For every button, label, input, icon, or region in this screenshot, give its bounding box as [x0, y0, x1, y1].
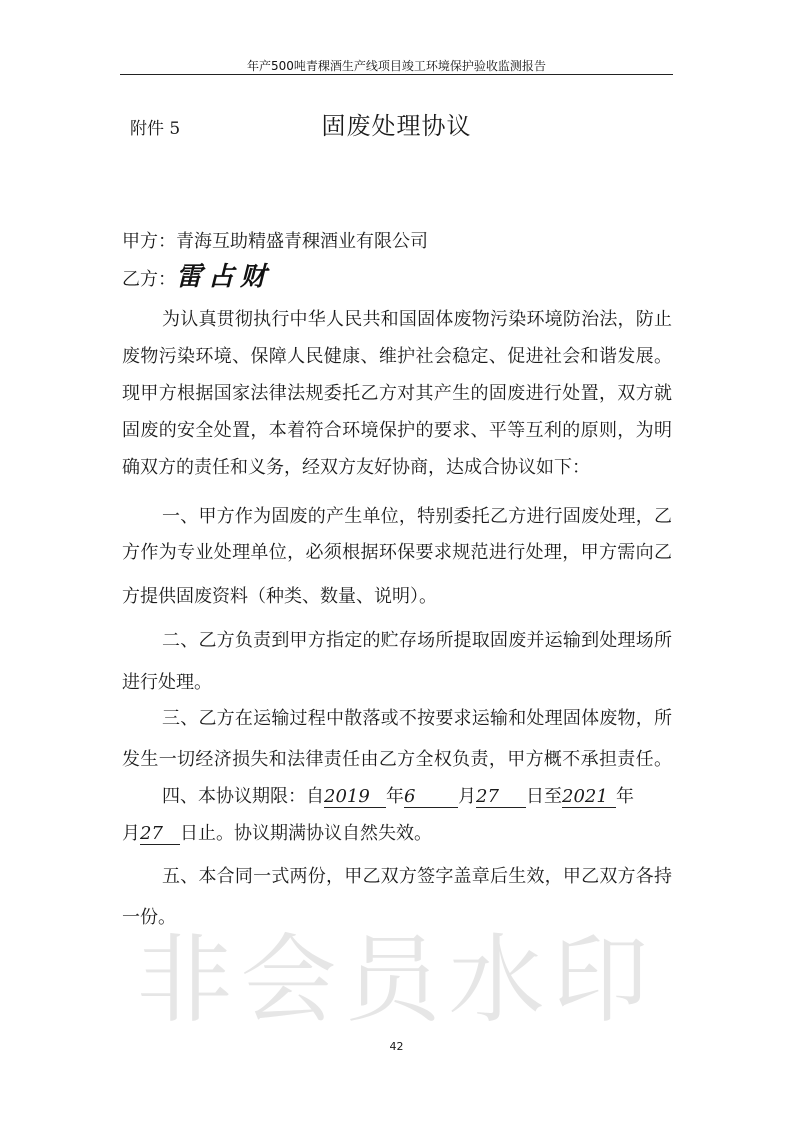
paragraph-line: 为认真贯彻执行中华人民共和国固体废物污染环境防治法，防止: [162, 309, 672, 330]
paragraph-line: 确双方的责任和义务，经双方友好协商，达成合协议如下：: [122, 457, 590, 478]
paragraph-line: 现甲方根据国家法律法规委托乙方对其产生的固废进行处置，双方就: [122, 383, 672, 404]
end-month-label: 月: [122, 823, 140, 844]
paragraph-line: 固废的安全处置，本着符合环境保护的要求、平等互利的原则，为明: [122, 420, 672, 441]
start-day: 27: [476, 787, 526, 808]
year-label: 年: [386, 786, 404, 807]
term-suffix: 日止。协议期满协议自然失效。: [180, 823, 432, 844]
start-month: 6: [404, 787, 458, 808]
clause-2-line: 二、乙方负责到甲方指定的贮存场所提取固废并运输到处理场所: [162, 630, 672, 651]
party-a-name: 青海互助精盛青稞酒业有限公司: [176, 231, 428, 252]
term-prefix: 四、本协议期限：自: [162, 786, 324, 807]
party-a: [122, 230, 672, 254]
clause-4-line: [162, 785, 672, 809]
watermark: 非会员水印: [136, 924, 657, 1036]
document-title: 固废处理协议: [321, 112, 472, 140]
clause-1-line: 方作为专业处理单位，必须根据环保要求规范进行处理，甲方需向乙: [122, 542, 672, 563]
clause-2-line: 进行处理。: [122, 672, 212, 693]
end-year: 2021: [562, 787, 616, 808]
party-a-label: 甲方：: [122, 231, 176, 252]
paragraph-line: 废物污染环境、保障人民健康、维护社会稳定、促进社会和谐发展。: [122, 346, 672, 367]
clause-5-line: 五、本合同一式两份，甲乙双方签字盖章后生效，甲乙双方各持: [162, 866, 672, 887]
clause-5-line: 一份。: [122, 907, 176, 928]
page-number: 42: [389, 1040, 404, 1053]
clause-4-line: [122, 822, 672, 846]
month-label: 月: [458, 786, 476, 807]
day-to-label: 日至: [526, 786, 562, 807]
clause-3-line: 发生一切经济损失和法律责任由乙方全权负责，甲方概不承担责任。: [122, 749, 672, 770]
party-b: [122, 264, 672, 292]
header-rule: [120, 74, 673, 75]
end-day: 27: [140, 824, 180, 845]
clause-1-line: 一、甲方作为固废的产生单位，特别委托乙方进行固废处理，乙: [162, 506, 672, 527]
clause-3-line: 三、乙方在运输过程中散落或不按要求运输和处理固体废物，所: [162, 708, 672, 729]
party-b-label: 乙方：: [122, 269, 176, 290]
report-header: 年产500吨青稞酒生产线项目竣工环境保护验收监测报告: [247, 59, 546, 73]
clause-1-line: 方提供固废资料（种类、数量、说明）。: [122, 586, 437, 607]
party-b-signature: 雷占财: [176, 262, 273, 292]
annex-label: 附件 5: [130, 119, 181, 139]
end-year-label: 年: [616, 786, 634, 807]
start-year: 2019: [324, 787, 386, 808]
